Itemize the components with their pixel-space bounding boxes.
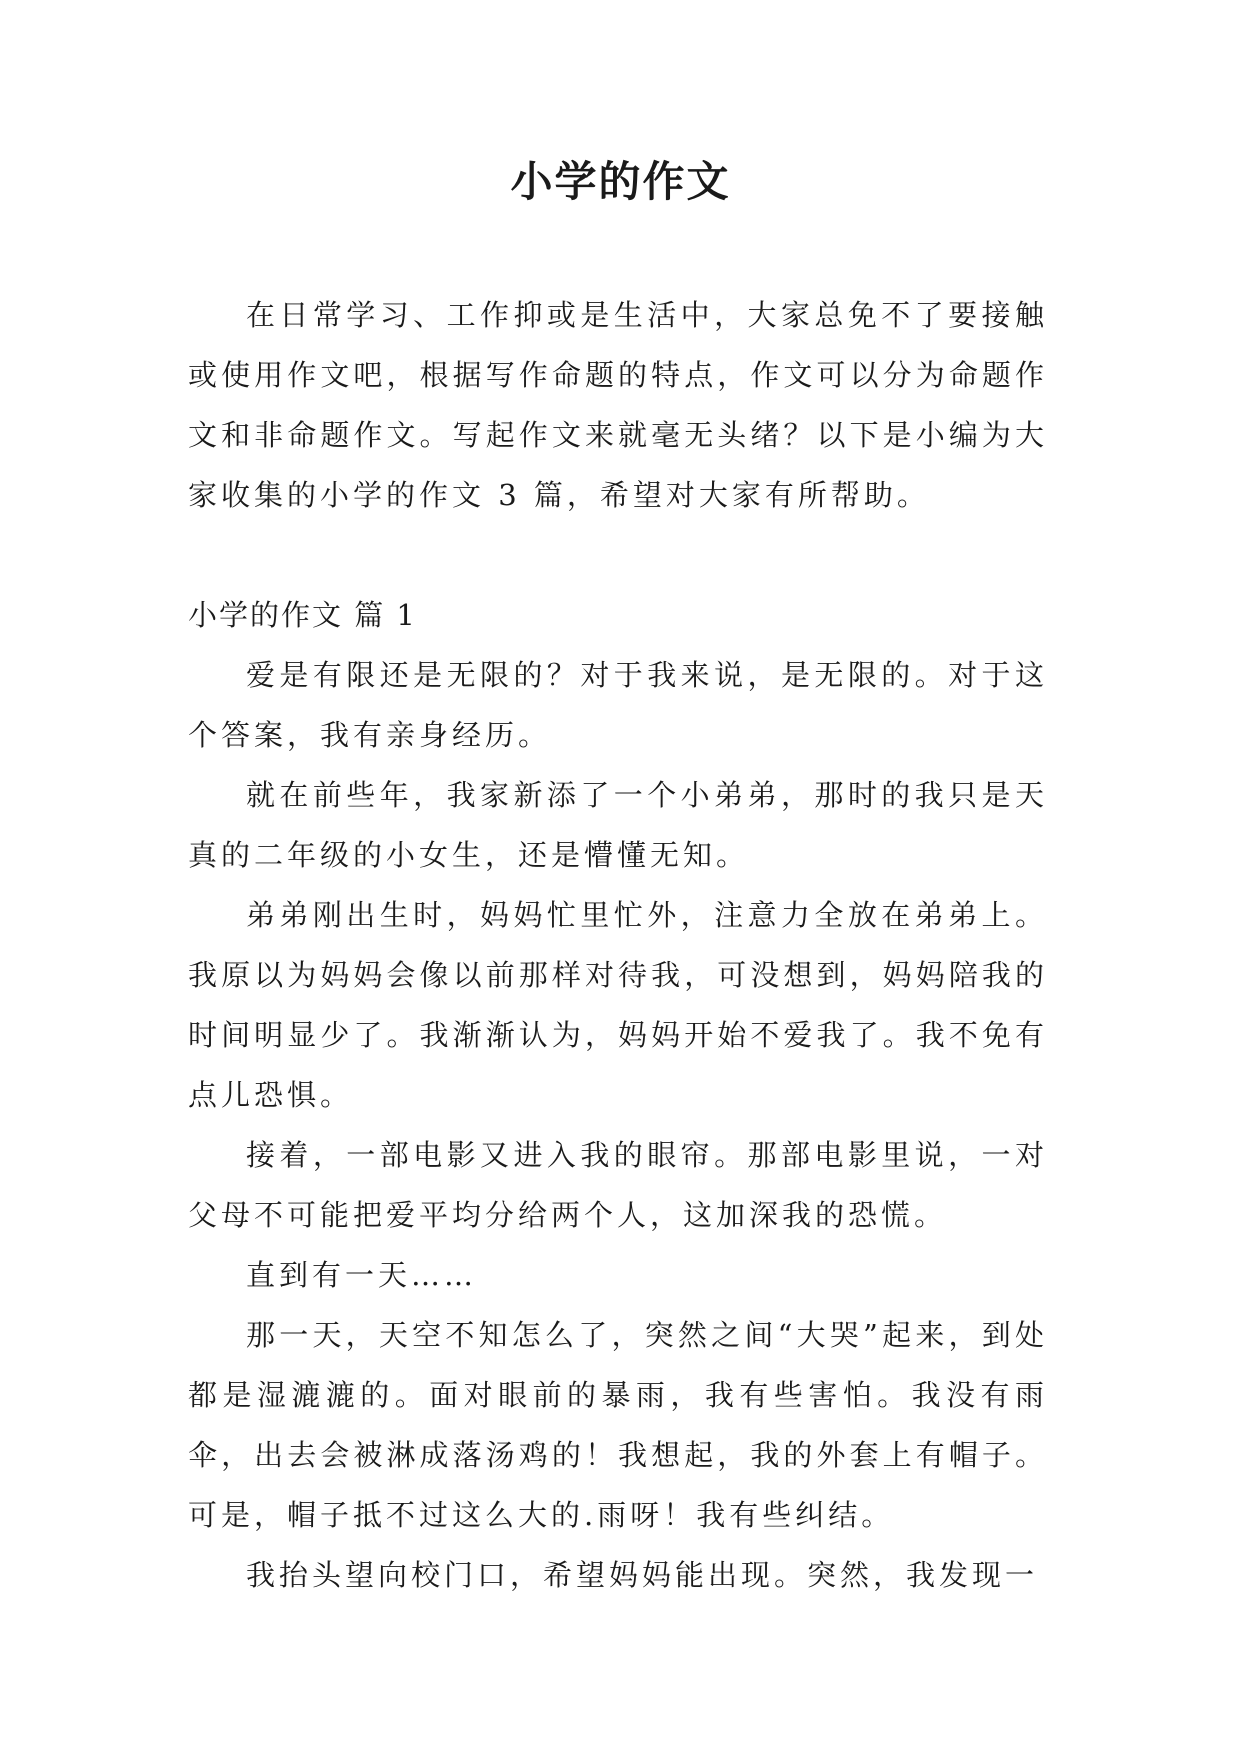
body-paragraph: 直到有一天…… (246, 1258, 478, 1292)
section-heading: 小学的作文 篇 1 (188, 598, 417, 632)
body-paragraph: 爱是有限还是无限的？对于我来说，是无限的。对于这个答案，我有亲身经历。 (188, 658, 1048, 752)
section-spacer (188, 525, 1048, 585)
document-body (188, 285, 1048, 1605)
document-title: 小学的作文 (510, 157, 731, 206)
body-paragraph: 弟弟刚出生时，妈妈忙里忙外，注意力全放在弟弟上。我原以为妈妈会像以前那样对待我，可没想到，妈妈陪我的时间明显少了。我渐渐认为，妈妈开始不爱我了。我不免有点儿恐惧。 (188, 898, 1048, 1112)
body-paragraph: 那一天，天空不知怎么了，突然之间“大哭”起来，到处都是湿漉漉的。面对眼前的暴雨，我有些害怕。我没有雨伞，出去会被淋成落汤鸡的！我想起，我的外套上有帽子。可是，帽子抵不过这么大的.雨呀！我有些纠结。 (188, 1318, 1048, 1532)
body-paragraph: 就在前些年，我家新添了一个小弟弟，那时的我只是天真的二年级的小女生，还是懵懂无知。 (188, 778, 1048, 872)
body-paragraph: 接着，一部电影又进入我的眼帘。那部电影里说，一对父母不可能把爱平均分给两个人，这加深我的恐慌。 (188, 1138, 1048, 1232)
intro-paragraph: 在日常学习、工作抑或是生活中，大家总免不了要接触或使用作文吧，根据写作命题的特点，作文可以分为命题作文和非命题作文。写起作文来就毫无头绪？以下是小编为大家收集的小学的作文 3 篇，希望对大家有所帮助。 (188, 298, 1048, 512)
body-paragraph: 我抬头望向校门口，希望妈妈能出现。突然，我发现一 (246, 1558, 1039, 1592)
